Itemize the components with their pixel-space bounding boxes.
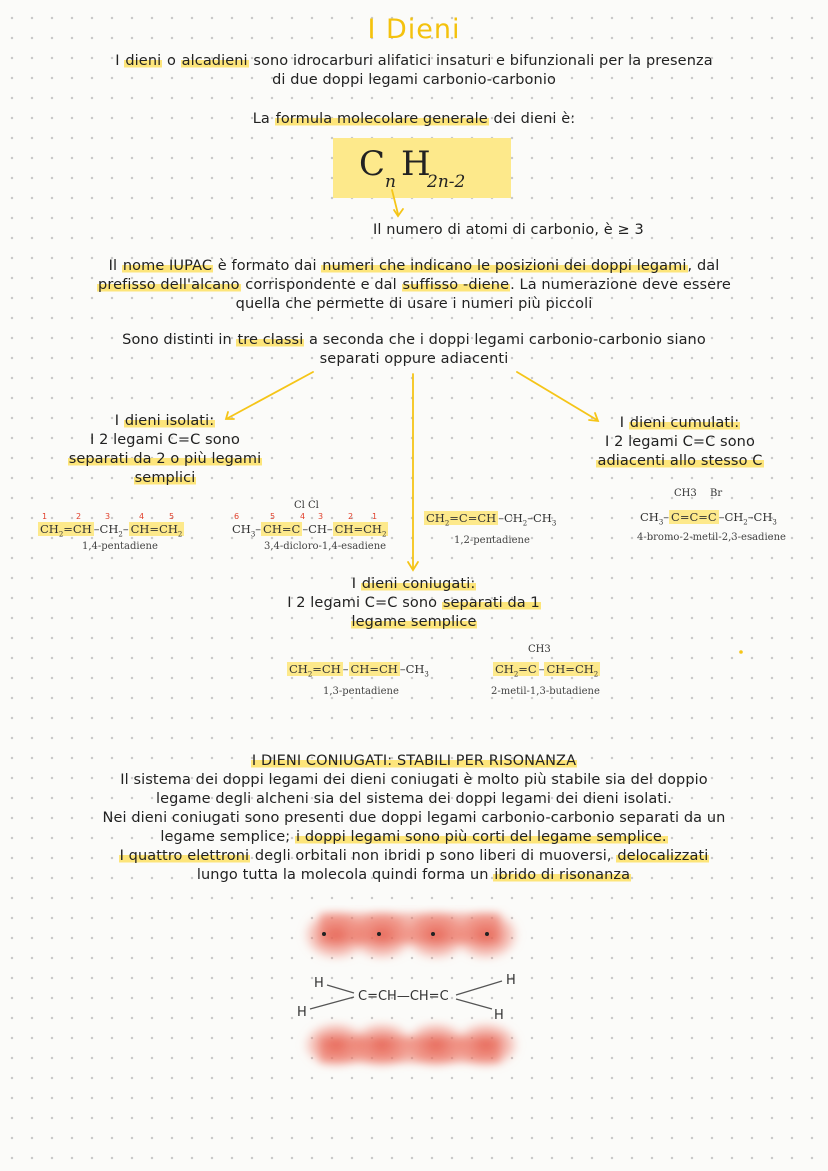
- highlight-tre-classi: tre classi: [237, 332, 304, 348]
- iupac-paragraph: [0, 257, 828, 314]
- highlight-shorter-bonds: i doppi legami sono più corti del legame semplice.: [296, 829, 667, 845]
- compound-name: 1,4-pentadiene: [82, 541, 158, 553]
- intro-text: I: [115, 53, 125, 69]
- example-14-pentadiene: [38, 512, 198, 552]
- iupac-text: . La numerazione deve essere: [510, 277, 731, 293]
- highlight-isolated: dieni isolati:: [124, 413, 215, 429]
- highlight-isolated-desc2: semplici: [134, 470, 196, 486]
- methyl-substituent: CH3: [528, 644, 551, 655]
- iupac-text: , dal: [687, 258, 720, 274]
- highlight-cumulated: dieni cumulati:: [629, 415, 740, 431]
- carbon-number: 6: [234, 512, 240, 521]
- compound-name: 3,4-dicloro-1,4-esadiene: [264, 541, 387, 553]
- butadiene-chain: C=CH—CH=C: [358, 989, 449, 1004]
- example-bromo-metil-esadiene: [637, 488, 800, 544]
- example-12-pentadiene: [424, 511, 556, 546]
- carbon-number: 3: [105, 512, 111, 521]
- highlight-prefix: prefisso dell'alcano: [98, 277, 240, 293]
- classes-text: Sono distinti in: [122, 332, 237, 348]
- iupac-text: quella che permette di usare i numeri più piccoli: [235, 296, 593, 312]
- stray-dot: [739, 650, 743, 654]
- isolated-dienes-block: [40, 412, 290, 488]
- carbon-numbers: [232, 512, 402, 522]
- electron-dot: [431, 932, 435, 936]
- iupac-text: corrispondente e dal: [240, 277, 402, 293]
- highlight-resonance-hybrid: ibrido di risonanza: [494, 867, 631, 883]
- highlight-cumulated-desc: adiacenti allo stesso C: [597, 453, 763, 469]
- classes-paragraph: [0, 331, 828, 369]
- compound-name: 1,3-pentadiene: [323, 686, 399, 698]
- intro-text: sono idrocarburi alifatici insaturi e bifunzionali per la presenza: [248, 53, 713, 69]
- intro-text: o: [162, 53, 181, 69]
- chlorine-substituents: Cl Cl: [294, 500, 319, 511]
- compound-name: 4-bromo-2-metil-2,3-esadiene: [637, 532, 786, 544]
- cumulated-text: I: [619, 415, 629, 431]
- carbon-number: 4: [300, 512, 306, 521]
- highlight-formula: formula molecolare generale: [275, 111, 488, 127]
- highlight-dieni: dieni: [125, 53, 162, 69]
- structural-formula: $CH_2=C - CH=CH_2$: [495, 662, 599, 679]
- highlight-numbers: numeri che indicano le posizioni dei doppi legami: [322, 258, 687, 274]
- formula-n: n: [385, 172, 396, 192]
- page-title: I Dieni: [367, 14, 461, 45]
- hydrogen-top-left: H: [314, 976, 324, 991]
- highlight-conjugated-desc2: legame semplice: [351, 614, 477, 630]
- electron-dot: [322, 932, 326, 936]
- conjugated-text: I 2 legami C=C sono: [287, 595, 442, 611]
- resonance-text: lungo tutta la molecola quindi forma un: [196, 867, 494, 883]
- structural-formula: $CH_2=CH$ $-CH_2-$ $CH=CH_2$: [40, 522, 183, 539]
- isolated-text: I: [114, 413, 124, 429]
- carbon-number: 2: [348, 512, 354, 521]
- formula-note: Il numero di atomi di carbonio, è ≥ 3: [373, 222, 644, 238]
- highlight-isolated-desc: separati da 2 o più legami: [68, 451, 262, 467]
- highlight-delocalized: delocalizzati: [617, 848, 709, 864]
- example-dicloro-esadiene: [232, 500, 402, 552]
- hydrogen-bottom-left: H: [297, 1005, 307, 1020]
- formula-text: La: [252, 111, 275, 127]
- arrow-to-cumulated: [517, 372, 597, 420]
- highlight-four-electrons: I quattro elettroni: [119, 848, 250, 864]
- classes-text: a seconda che i doppi legami carbonio-carbonio siano: [304, 332, 706, 348]
- hydrogen-bottom-right: H: [494, 1008, 504, 1023]
- structural-formula: $CH_2=C=CH$ $-CH_2-CH_3$: [426, 511, 557, 528]
- cumulated-dienes-block: [560, 414, 800, 471]
- conjugated-dienes-block: [0, 575, 828, 632]
- hydrogen-top-right: H: [506, 973, 516, 988]
- example-13-pentadiene: [287, 662, 429, 697]
- carbon-number: 4: [139, 512, 145, 521]
- iupac-text: Il: [108, 258, 122, 274]
- resonance-section: [0, 752, 828, 885]
- electron-dot: [485, 932, 489, 936]
- highlight-iupac: nome IUPAC: [122, 258, 213, 274]
- methyl-substituent: CH3: [674, 488, 697, 499]
- formula-h-subscript: 2n-2: [427, 172, 466, 192]
- substituents: [640, 488, 800, 500]
- intro-text: di due doppi legami carbonio-carbonio: [272, 72, 556, 88]
- carbon-number: 3: [318, 512, 324, 521]
- compound-name: 2-metil-1,3-butadiene: [491, 686, 600, 698]
- highlight-conjugated: dieni coniugati:: [361, 576, 476, 592]
- resonance-text: legame semplice;: [160, 829, 295, 845]
- electron-dot: [377, 932, 381, 936]
- carbon-numbers: [38, 512, 198, 522]
- compound-name: 1,2-pentadiene: [454, 535, 530, 547]
- cumulated-text: I 2 legami C=C sono: [605, 434, 755, 450]
- formula-c: C: [359, 144, 386, 184]
- formula-h: H: [401, 144, 431, 184]
- formula-text: dei dieni è:: [488, 111, 576, 127]
- structural-formula: $CH_2=CH - CH=CH$ $-CH_3$: [289, 662, 429, 679]
- lower-pi-cloud: [302, 1021, 520, 1069]
- resonance-text: Nei dieni coniugati sono presenti due doppi legami carbonio-carbonio separati da un: [102, 810, 726, 826]
- carbon-number: 5: [270, 512, 276, 521]
- structural-formula: $CH_3-$ CH=C –CH– $CH=CH_2$: [232, 522, 387, 539]
- resonance-text: degli orbitali non ibridi p sono liberi di muoversi,: [250, 848, 617, 864]
- structural-formula: $CH_3-$ C=C=C $-CH_2-CH_3$: [640, 510, 777, 527]
- resonance-text: Il sistema dei doppi legami dei dieni coniugati è molto più stabile sia del doppio: [120, 772, 708, 788]
- conjugated-text: I: [351, 576, 361, 592]
- carbon-number: 1: [42, 512, 48, 521]
- classes-text: separati oppure adiacenti: [319, 351, 509, 367]
- carbon-number: 2: [76, 512, 82, 521]
- example-metil-butadiene: [493, 644, 600, 697]
- iupac-text: è formato dai: [213, 258, 322, 274]
- isolated-text: I 2 legami C=C sono: [90, 432, 240, 448]
- highlight-conjugated-desc: separati da 1: [442, 595, 540, 611]
- highlight-suffix: suffisso -diene: [402, 277, 510, 293]
- carbon-number: 5: [169, 512, 175, 521]
- carbon-number: 1: [372, 512, 378, 521]
- resonance-heading: I DIENI CONIUGATI: STABILI PER RISONANZA: [251, 753, 577, 769]
- resonance-text: legame degli alcheni sia del sistema dei doppi legami dei dieni isolati.: [155, 791, 673, 807]
- highlight-alcadieni: alcadieni: [181, 53, 248, 69]
- bromine-substituent: Br: [710, 488, 723, 499]
